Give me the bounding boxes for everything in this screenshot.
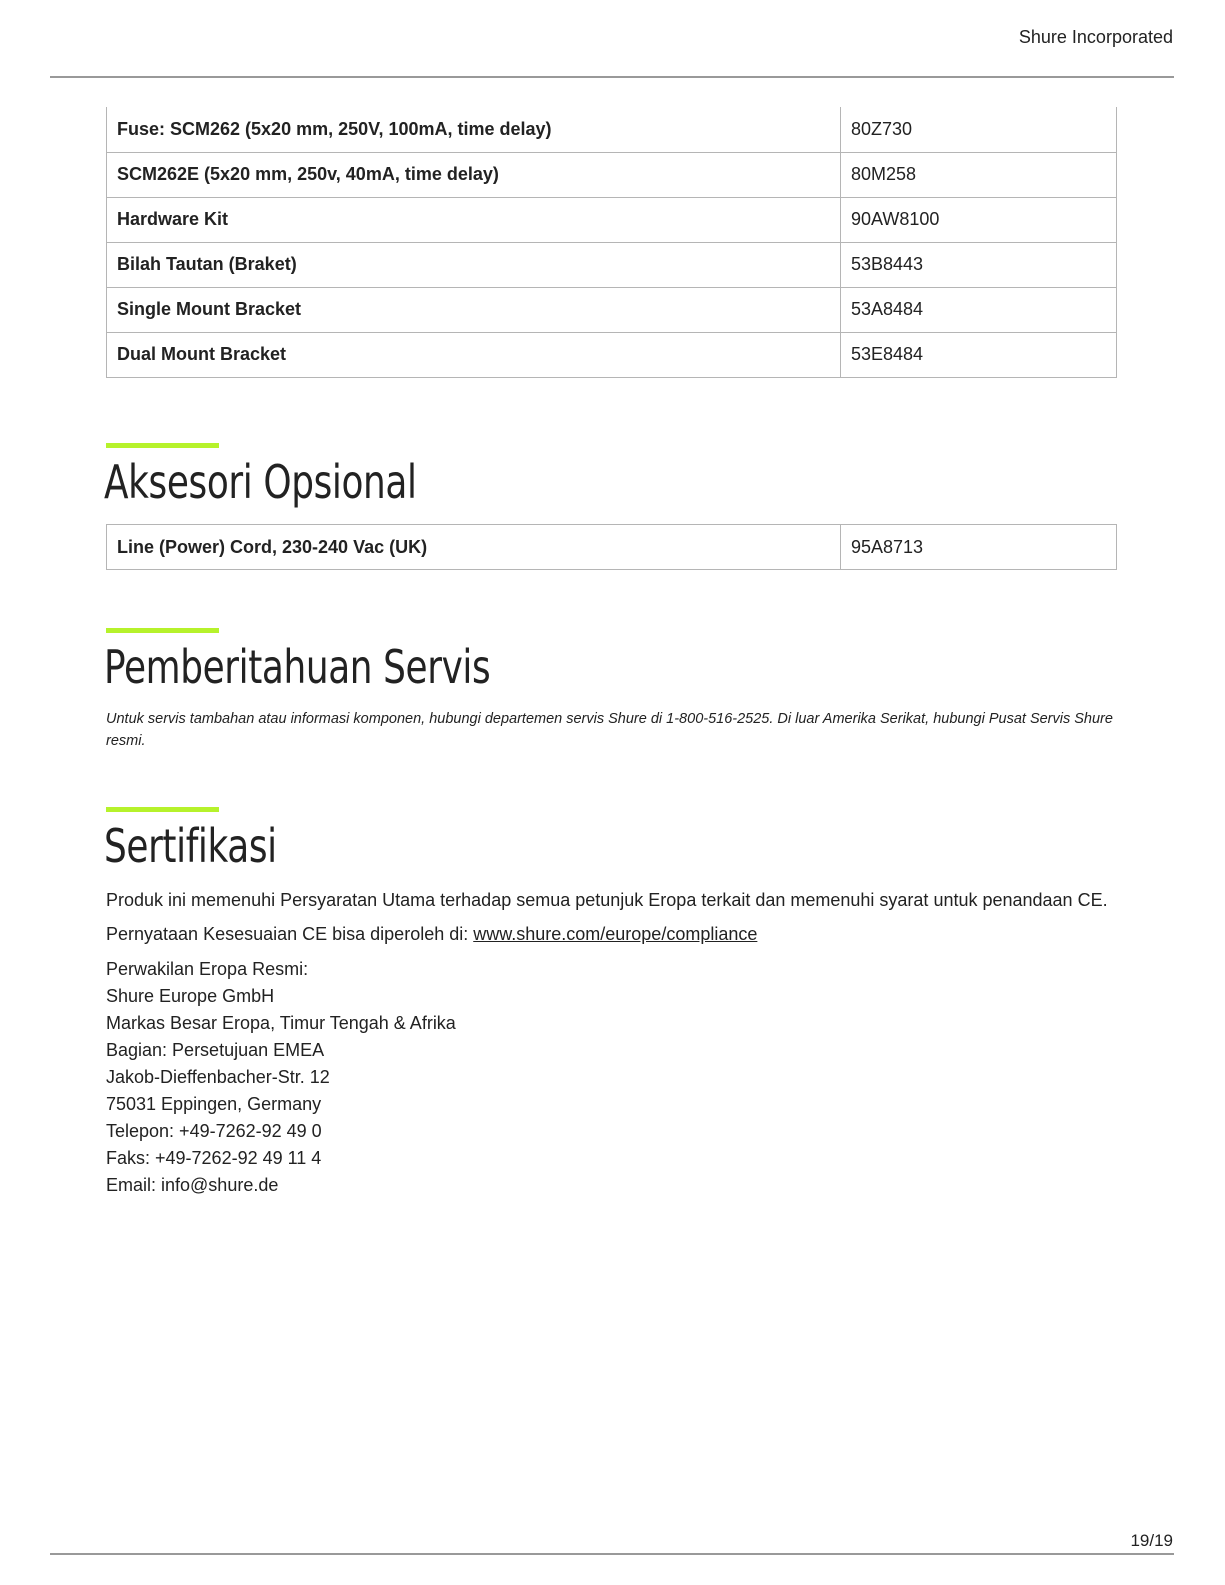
accessory-name: Line (Power) Cord, 230-240 Vac (UK): [107, 525, 841, 570]
part-code: 90AW8100: [841, 197, 1117, 242]
accessories-table: [106, 524, 1117, 570]
header-divider: [50, 76, 1174, 78]
table-row: [107, 152, 1117, 197]
declaration-prefix: Pernyataan Kesesuaian CE bisa diperoleh di:: [106, 924, 474, 944]
part-code: 80Z730: [841, 107, 1117, 152]
address-line: Faks: +49-7262-92 49 11 4: [106, 1148, 322, 1168]
accessories-accent-bar: [106, 443, 219, 448]
footer-divider: [50, 1553, 1174, 1555]
accessories-title: Aksesori Opsional: [104, 455, 417, 509]
table-row: [107, 197, 1117, 242]
address-line: Jakob-Dieffenbacher-Str. 12: [106, 1067, 330, 1087]
european-representative-address: [106, 956, 456, 1199]
certification-accent-bar: [106, 807, 219, 812]
service-title: Pemberitahuan Servis: [104, 640, 491, 694]
certification-statement: Produk ini memenuhi Persyaratan Utama terhadap semua petunjuk Eropa terkait dan memenuhi syarat untuk penandaan CE.: [106, 890, 1108, 910]
address-line: Telepon: +49-7262-92 49 0: [106, 1121, 322, 1141]
certification-declaration: [106, 924, 757, 945]
certification-title: Sertifikasi: [104, 819, 277, 873]
header-company-name: Shure Incorporated: [1018, 27, 1173, 47]
table-row: [107, 332, 1117, 377]
address-line: Shure Europe GmbH: [106, 986, 275, 1006]
table-row: [107, 107, 1117, 152]
page-number: 19/19: [1130, 1531, 1173, 1550]
part-name: Bilah Tautan (Braket): [107, 242, 841, 287]
table-row: [107, 525, 1117, 570]
address-line: Perwakilan Eropa Resmi:: [106, 959, 309, 979]
compliance-link[interactable]: www.shure.com/europe/compliance: [473, 924, 758, 944]
parts-table: [106, 107, 1117, 378]
service-accent-bar: [106, 628, 219, 633]
part-name: Hardware Kit: [107, 197, 841, 242]
part-code: 53B8443: [841, 242, 1117, 287]
table-row: [107, 287, 1117, 332]
part-name: Single Mount Bracket: [107, 287, 841, 332]
address-line: Markas Besar Eropa, Timur Tengah & Afrika: [106, 1013, 456, 1033]
accessory-code: 95A8713: [841, 525, 1117, 570]
address-line: Bagian: Persetujuan EMEA: [106, 1040, 325, 1060]
address-line: Email: info@shure.de: [106, 1175, 279, 1195]
table-row: [107, 242, 1117, 287]
part-name: SCM262E (5x20 mm, 250v, 40mA, time delay): [107, 152, 841, 197]
part-code: 53E8484: [841, 332, 1117, 377]
part-code: 53A8484: [841, 287, 1117, 332]
part-name: Fuse: SCM262 (5x20 mm, 250V, 100mA, time delay): [107, 107, 841, 152]
part-code: 80M258: [841, 152, 1117, 197]
part-name: Dual Mount Bracket: [107, 332, 841, 377]
address-line: 75031 Eppingen, Germany: [106, 1094, 322, 1114]
service-note: Untuk servis tambahan atau informasi komponen, hubungi departemen servis Shure di 1-800-516-2525. Di luar Amerika Serikat, hubungi Pusat Servis Shure resmi.: [106, 711, 1113, 749]
